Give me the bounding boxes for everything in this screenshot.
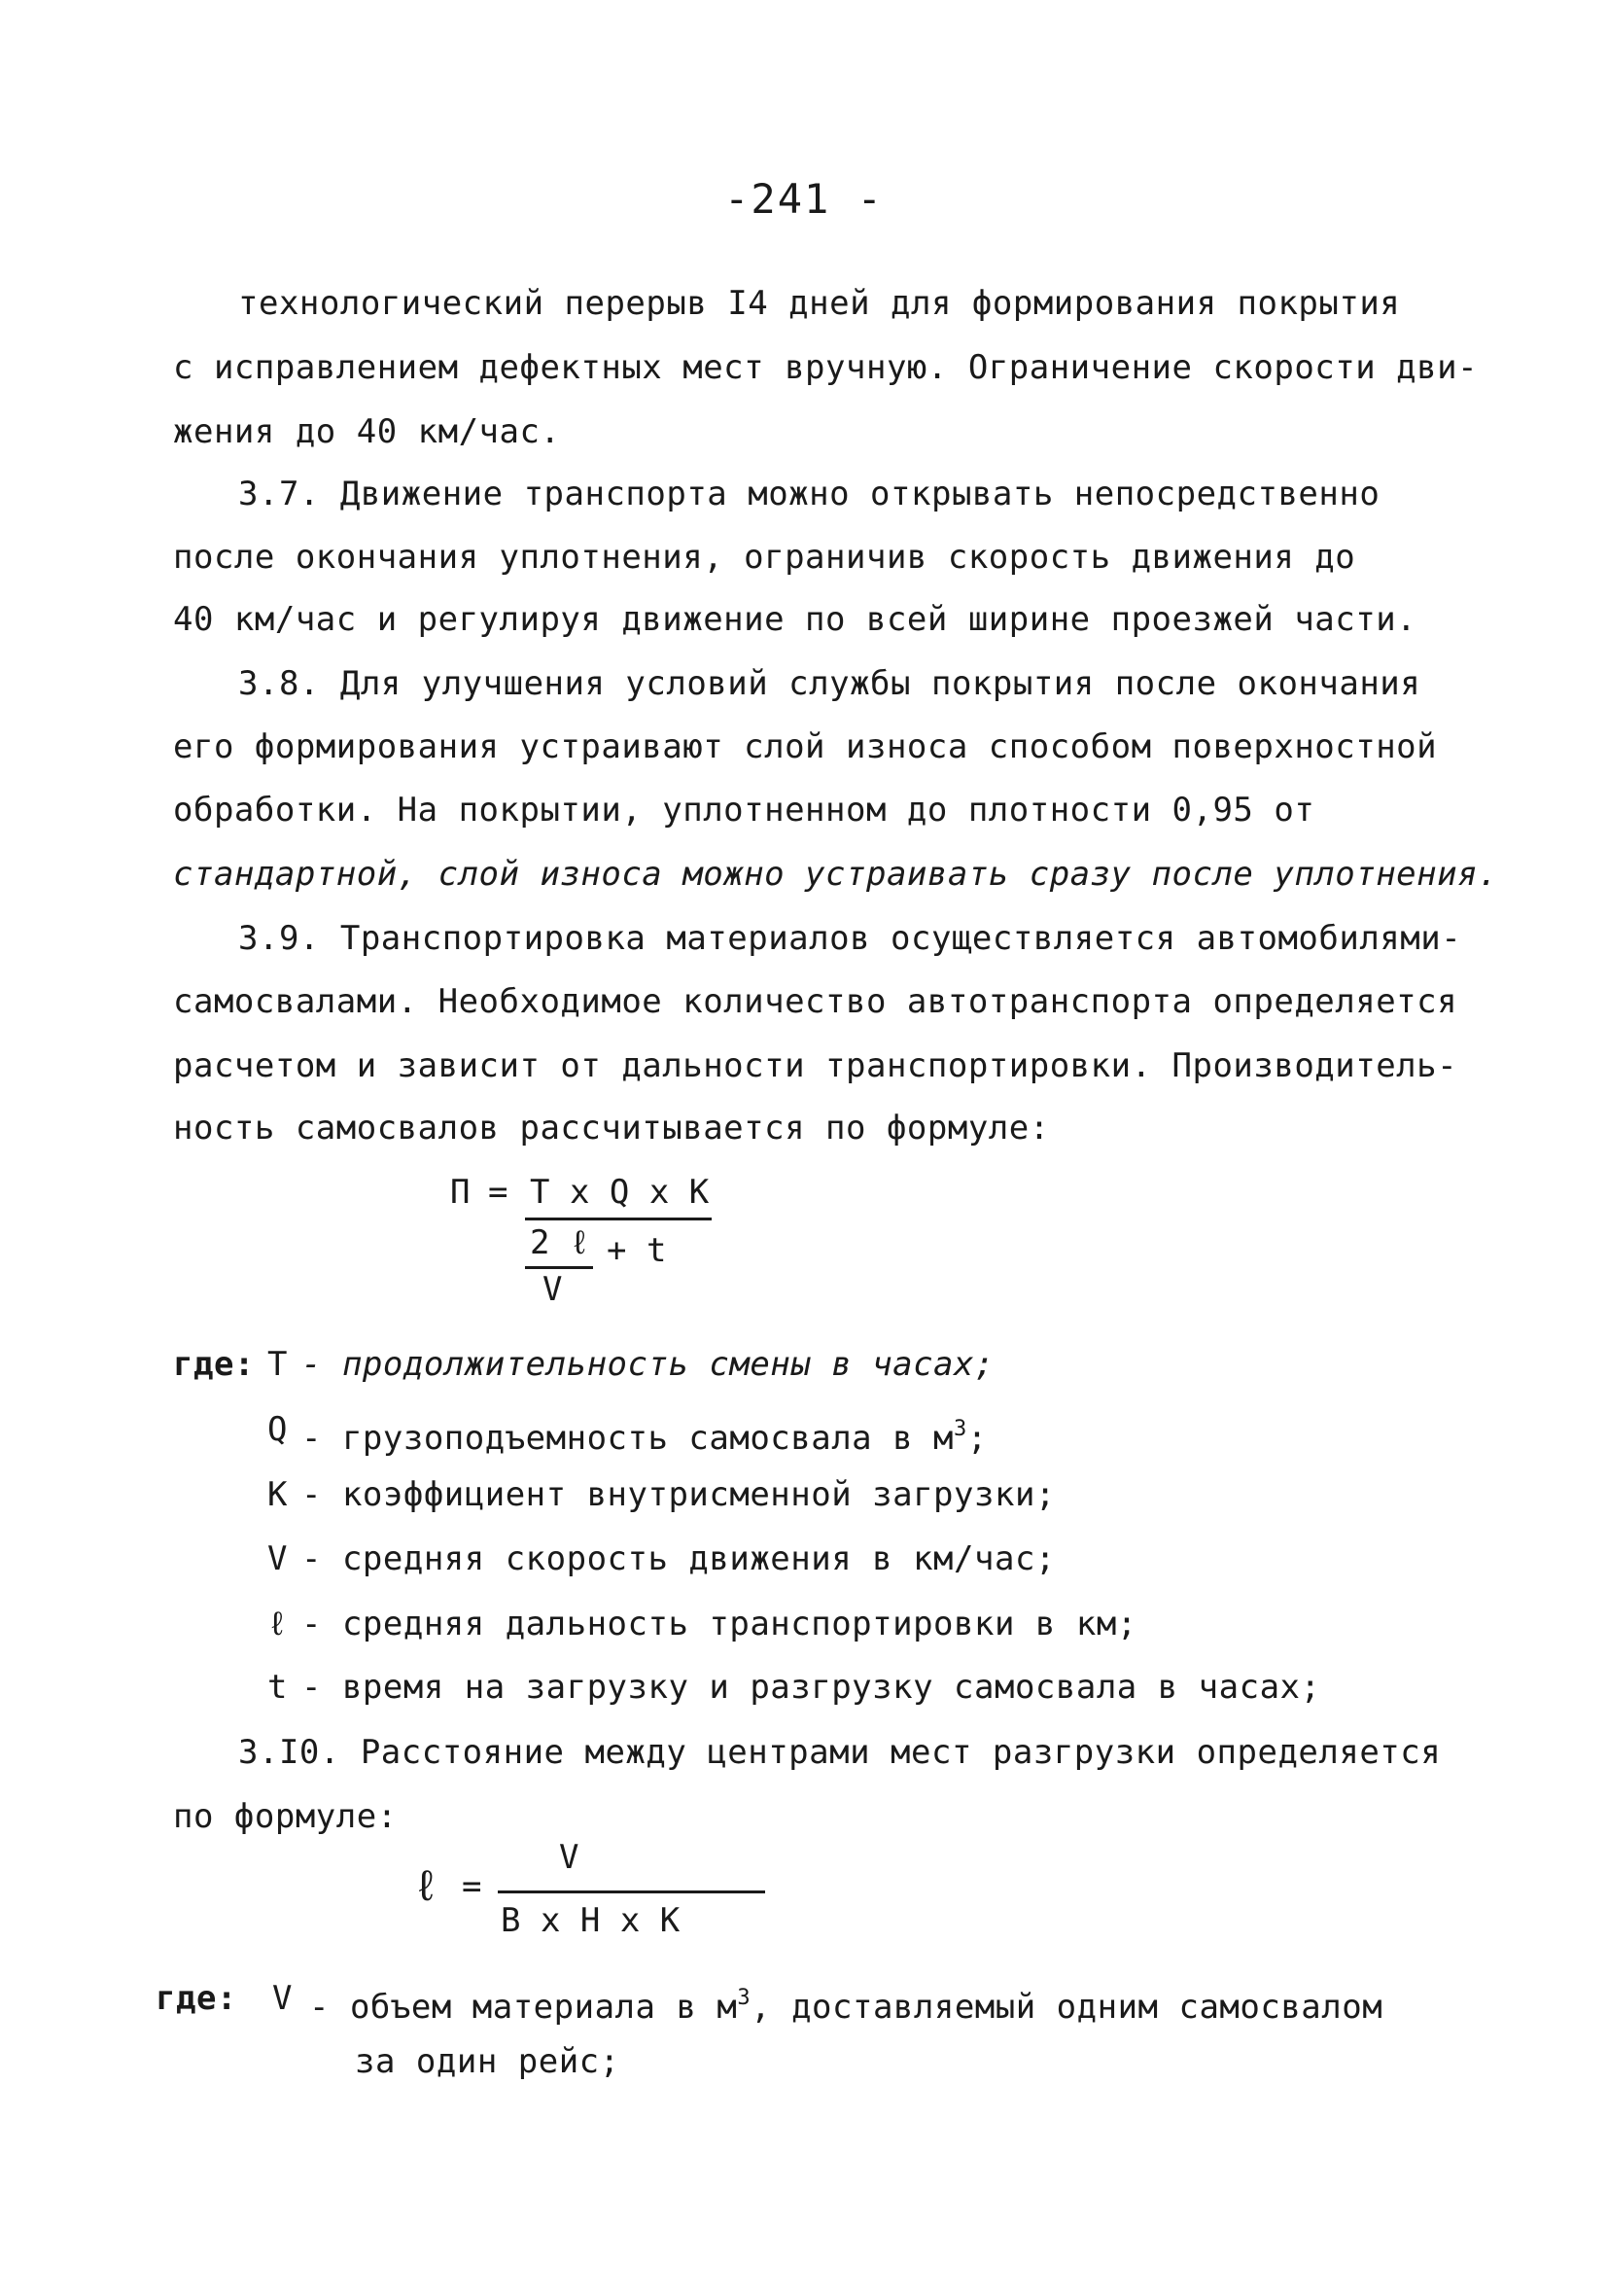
text-line: за один рейс;: [355, 2042, 620, 2081]
formula-equals: =: [462, 1867, 482, 1906]
section-3-8-line: 3.8. Для улучшения условий службы покрытия после окончания: [238, 664, 1421, 703]
formula-inner-numerator: 2 ℓ: [530, 1223, 590, 1262]
variable-description: - средняя скорость движения в км/час;: [301, 1539, 1056, 1578]
variable-symbol: Q: [267, 1410, 288, 1449]
inner-fraction-bar: [525, 1266, 593, 1269]
variable-symbol: T: [267, 1345, 288, 1384]
formula-inner-denominator: V: [542, 1270, 563, 1309]
variable-symbol: V: [272, 1979, 293, 2018]
variable-description: - продолжительность смены в часах;: [301, 1345, 995, 1384]
text-line: по формуле:: [173, 1797, 398, 1836]
variable-description: - объем материала в $м^3$, доставляемый одним самосвалом: [309, 1986, 1383, 2027]
text-line: обработки. На покрытии, уплотненном до плотности 0,95 от: [173, 791, 1315, 830]
section-3-9-line: 3.9. Транспортировка материалов осуществляется автомобилями-: [238, 919, 1462, 958]
variable-description: - время на загрузку и разгрузку самосвала в часах;: [301, 1668, 1321, 1707]
variable-symbol: t: [267, 1668, 288, 1707]
text-line: после окончания уплотнения, ограничив скорость движения до: [173, 538, 1356, 577]
variable-symbol: V: [267, 1539, 288, 1578]
formula-equals: =: [488, 1173, 508, 1212]
variable-description: - грузоподъемность самосвала в $м^3$;: [301, 1417, 988, 1458]
where-label: где:: [173, 1345, 255, 1384]
text-line: стандартной, слой износа можно устраивать сразу после уплотнения.: [173, 855, 1499, 894]
section-3-7-line: 3.7. Движение транспорта можно открывать непосредственно: [238, 475, 1381, 513]
formula-lhs: ℓ: [413, 1861, 439, 1911]
text-line: технологический перерыв I4 дней для формирования покрытия: [238, 284, 1401, 323]
variable-symbol: ℓ: [267, 1605, 288, 1643]
superscript: 3: [737, 1986, 752, 2010]
text-line: жения до 40 км/час.: [173, 412, 561, 451]
variable-symbol: К: [267, 1475, 288, 1514]
text-line: расчетом и зависит от дальности транспортировки. Производитель-: [173, 1046, 1458, 1085]
formula-numerator: V: [559, 1838, 579, 1877]
fraction-bar: [498, 1890, 765, 1893]
text-line: его формирования устраивают слой износа способом поверхностной: [173, 727, 1438, 766]
where-label: где:: [156, 1979, 237, 2018]
text-line: самосвалами. Необходимое количество автотранспорта определяется: [173, 982, 1458, 1021]
formula-lhs: П: [450, 1173, 471, 1212]
formula-inner-plus: + t: [607, 1231, 667, 1270]
formula-numerator: T x Q x K: [530, 1173, 710, 1212]
variable-description: - коэффициент внутрисменной загрузки;: [301, 1475, 1056, 1514]
text-line: ность самосвалов рассчитывается по формуле:: [173, 1109, 1050, 1148]
section-3-10-line: 3.I0. Расстояние между центрами мест разгрузки определяется: [238, 1733, 1442, 1772]
superscript: 3: [954, 1417, 967, 1441]
page-number: -241 -: [724, 175, 884, 223]
text-line: с исправлением дефектных мест вручную. Ограничение скорости дви-: [173, 348, 1479, 387]
variable-description: - средняя дальность транспортировки в км;: [301, 1605, 1137, 1643]
text-line: 40 км/час и регулируя движение по всей ширине проезжей части.: [173, 600, 1417, 639]
fraction-bar: [525, 1218, 712, 1220]
formula-denominator: B x H x K: [501, 1901, 681, 1940]
